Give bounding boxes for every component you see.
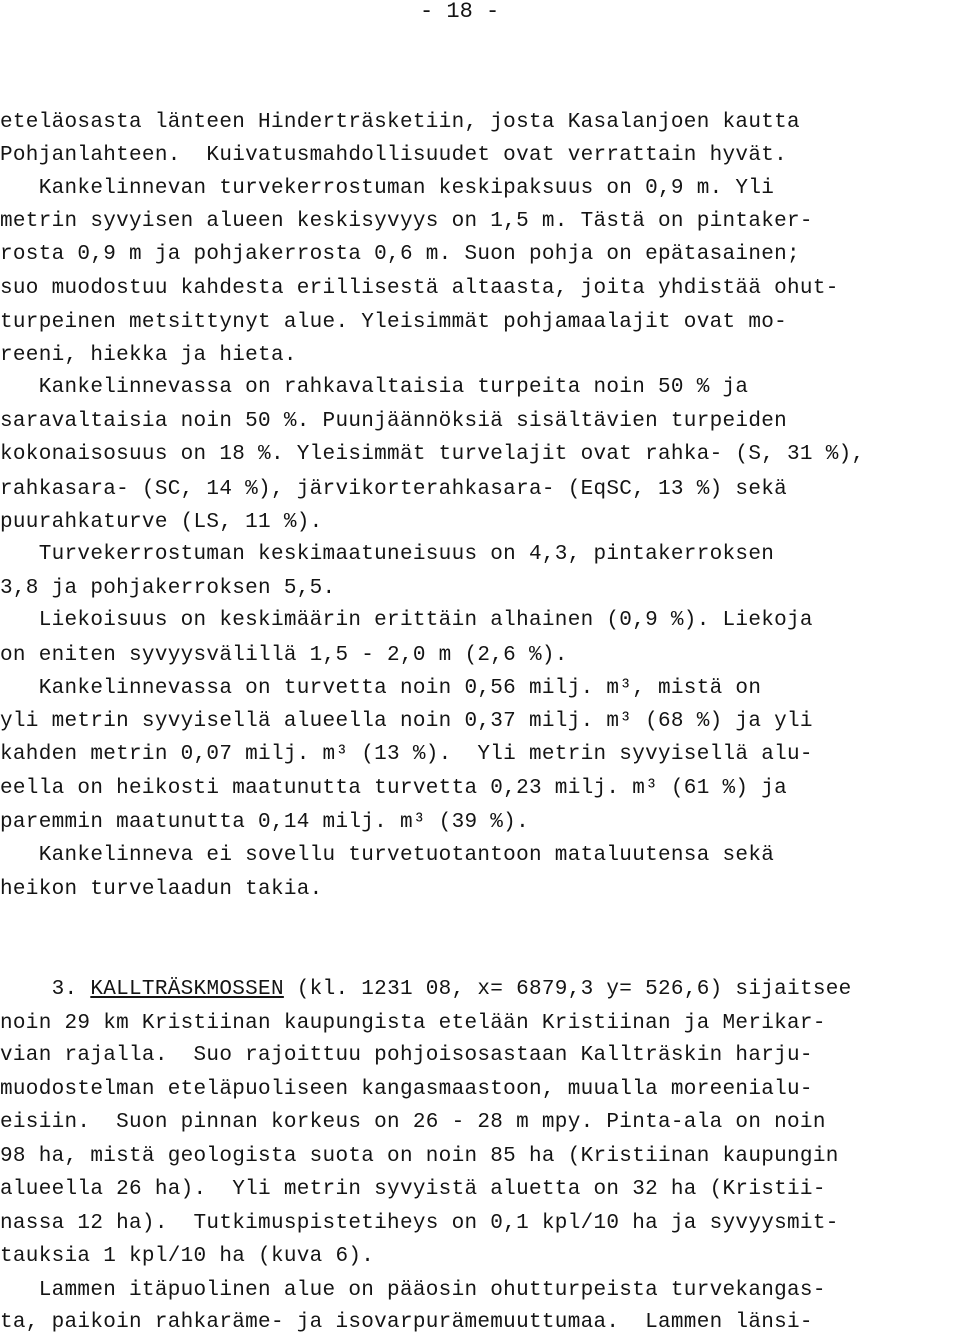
text-line: kahden metrin 0,07 milj. m³ (13 %). Yli metrin syvyisellä alu- <box>0 743 813 766</box>
text-line: Kankelinnevassa on turvetta noin 0,56 milj. m³, mistä on <box>0 677 762 700</box>
text-line: saravaltaisia noin 50 %. Puunjäännöksiä sisältävien turpeiden <box>0 410 788 433</box>
text-line: heikon turvelaadun takia. <box>0 878 323 901</box>
text-line: metrin syvyisen alueen keskisyvyys on 1,5 m. Tästä on pintaker- <box>0 210 813 233</box>
text-line: on eniten syvyysvälillä 1,5 - 2,0 m (2,6 %). <box>0 644 568 667</box>
page-number: - 18 - <box>420 0 500 24</box>
text-line: Kankelinnevan turvekerrostuman keskipaksuus on 0,9 m. Yli <box>0 177 775 200</box>
text-line: eisiin. Suon pinnan korkeus on 26 - 28 m mpy. Pinta-ala on noin <box>0 1111 826 1134</box>
text-line: yli metrin syvyisellä alueella noin 0,37 milj. m³ (68 %) ja yli <box>0 710 813 733</box>
text-line: paremmin maatunutta 0,14 milj. m³ (39 %). <box>0 811 529 834</box>
text-line: eella on heikosti maatunutta turvetta 0,23 milj. m³ (61 %) ja <box>0 777 788 800</box>
text-line: 3,8 ja pohjakerroksen 5,5. <box>0 577 336 600</box>
text-line: Kankelinneva ei sovellu turvetuotantoon mataluutensa sekä <box>0 844 775 867</box>
text-line: nassa 12 ha). Tutkimuspistetiheys on 0,1 kpl/10 ha ja syvyysmit- <box>0 1212 839 1235</box>
text-line: vian rajalla. Suo rajoittuu pohjoisosastaan Kallträskin harju- <box>0 1044 813 1067</box>
text-line: 98 ha, mistä geologista suota on noin 85 ha (Kristiinan kaupungin <box>0 1145 839 1168</box>
text-line: alueella 26 ha). Yli metrin syvyistä aluetta on 32 ha (Kristii- <box>0 1178 826 1201</box>
text-line: Liekoisuus on keskimäärin erittäin alhainen (0,9 %). Liekoja <box>0 609 813 632</box>
section-heading <box>0 977 852 1003</box>
text-line: rahkasara- (SC, 14 %), järvikorterahkasara- (EqSC, 13 %) sekä <box>0 478 788 501</box>
text-line: noin 29 km Kristiinan kaupungista etelään Kristiinan ja Merikar- <box>0 1012 826 1035</box>
text-line: turpeinen metsittynyt alue. Yleisimmät pohjamaalajit ovat mo- <box>0 311 788 334</box>
text-line: muodostelman eteläpuoliseen kangasmaastoon, muualla moreenialu- <box>0 1078 813 1101</box>
text-line: Turvekerrostuman keskimaatuneisuus on 4,3, pintakerroksen <box>0 543 775 566</box>
text-line: puurahkaturve (LS, 11 %). <box>0 511 323 534</box>
text-line: reeni, hiekka ja hieta. <box>0 344 297 367</box>
text-line: kokonaisosuus on 18 %. Yleisimmät turvelajit ovat rahka- (S, 31 %), <box>0 443 865 466</box>
text-line: rosta 0,9 m ja pohjakerrosta 0,6 m. Suon pohja on epätasainen; <box>0 243 800 266</box>
text-line: Pohjanlahteen. Kuivatusmahdollisuudet ovat verrattain hyvät. <box>0 144 788 167</box>
section-heading-rest: (kl. 1231 08, x= 6879,3 y= 526,6) sijaitsee <box>283 978 852 1001</box>
section-number: 3. <box>51 978 78 1001</box>
text-line: tauksia 1 kpl/10 ha (kuva 6). <box>0 1245 375 1268</box>
text-line: eteläosasta länteen Hinderträsketiin, josta Kasalanjoen kautta <box>0 111 800 134</box>
text-line: Lammen itäpuolinen alue on pääosin ohutturpeista turvekangas- <box>0 1279 826 1302</box>
text-line: ta, paikoin rahkaräme- ja isovarpurämemuuttumaa. Lammen länsi- <box>0 1311 813 1334</box>
text-line: suo muodostuu kahdesta erillisestä altaasta, joita yhdistää ohut- <box>0 277 839 300</box>
section-title: KALLTRÄSKMOSSEN <box>90 978 284 1001</box>
text-line: Kankelinnevassa on rahkavaltaisia turpeita noin 50 % ja <box>0 376 749 399</box>
